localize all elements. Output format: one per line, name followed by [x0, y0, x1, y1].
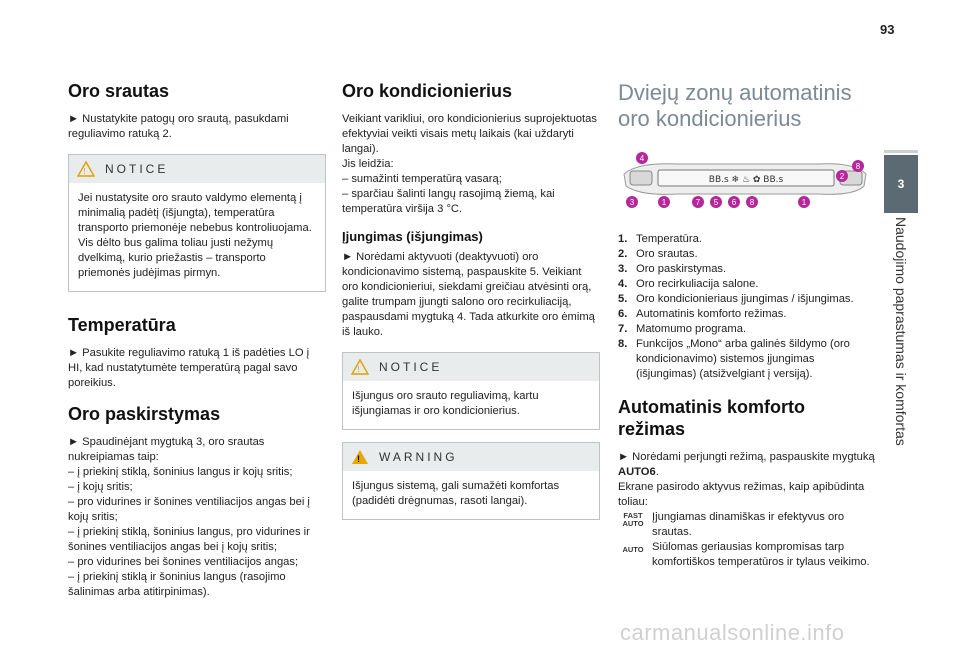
callout-1 — [658, 196, 670, 208]
list-item: 5. Oro kondicionieriaus įjungimas / išjungimas. — [618, 293, 854, 305]
warning-box — [342, 442, 600, 520]
dual-zone-title-line-1: Dviejų zonų automatinis — [618, 80, 852, 105]
svg-text:3: 3 — [629, 198, 635, 207]
warning-triangle-outline-icon — [77, 161, 95, 177]
auto-title-line-1: Automatinis komforto — [618, 397, 805, 417]
callout-3 — [626, 196, 638, 208]
list-item: 3. Oro paskirstymas. — [618, 263, 727, 275]
column-1 — [68, 80, 326, 600]
list-item: 8. Funkcijos „Mono“ arba galinės šildymo (oro kondicionavimo) sistemos įjungimas (išjungimas) (atsižvelgiant į versiją). — [618, 338, 850, 380]
list-item: 6. Automatinis komforto režimas. — [618, 308, 787, 320]
callout-8 — [852, 160, 864, 172]
callout-7 — [692, 196, 704, 208]
temperatura-text: ► Pasukite reguliavimo ratuką 1 iš padėties LO į HI, kad nustatytumėte temperatūrą pagal savo poreikius. — [68, 347, 310, 389]
list-item: 1. Temperatūra. — [618, 233, 702, 245]
svg-text:!: ! — [357, 365, 363, 374]
dual-zone-title-line-2: oro kondicionierius — [618, 106, 802, 131]
svg-text:8: 8 — [749, 198, 755, 207]
notice-header — [69, 155, 325, 183]
page-number: 93 — [880, 22, 895, 37]
chapter-tab[interactable]: 3 — [884, 155, 918, 213]
warning-triangle-outline-icon — [351, 359, 369, 375]
callout-2 — [836, 170, 848, 182]
notice-box — [68, 154, 326, 292]
list-item: 7. Matomumo programa. — [618, 323, 747, 335]
ac-allows: Jis leidžia: — [342, 158, 394, 170]
callout-5 — [710, 196, 722, 208]
auto-title-line-2: režimas — [618, 419, 686, 439]
chapter-title: Naudojimo paprastumas ir komfortas — [893, 217, 909, 446]
auto-icon: AUTO — [622, 545, 644, 554]
oro-paskirstymas-intro: ► Spaudinėjant mygtuką 3, oro srautas nukreipiamas taip: — [68, 436, 265, 463]
section-title-oro-kondicionierius: Oro kondicionierius — [342, 81, 513, 101]
svg-text:8: 8 — [855, 162, 861, 171]
section-title-oro-paskirstymas: Oro paskirstymas — [68, 404, 221, 424]
callout-1b — [798, 196, 810, 208]
control-list — [618, 232, 876, 382]
svg-text:1: 1 — [661, 198, 667, 207]
list-item: 2. Oro srautas. — [618, 248, 698, 260]
auto-row — [618, 540, 876, 570]
panel-display-text: BB.s ❄ ♨ ✿ BB.s — [708, 175, 784, 185]
notice-text: Jei nustatysite oro srauto valdymo elementą į minimalią padėtį (išjungta), temperatūra transporto priemonėje nebebus kontroliuojama. Vis dėlto bus galima toliau justi nežymų dvelkimą, kurio priežastis – transporto priemonės judėjimas pirmyn. — [78, 192, 312, 279]
svg-text:5: 5 — [713, 198, 719, 207]
warning-text: Išjungus sistemą, gali sumažėti komfortas (padidėti drėgnumas, rasoti langai). — [352, 480, 560, 507]
svg-text:7: 7 — [695, 198, 701, 207]
section-title-dual-zone — [618, 80, 876, 132]
warning-triangle-filled-icon — [351, 449, 369, 465]
list-item: – į kojų sritis; — [68, 481, 133, 493]
callout-4 — [636, 152, 648, 164]
oro-paskirstymas-list — [68, 465, 326, 600]
auto-text: Siūlomas geriausias kompromisas tarp komfortiškos temperatūros ir tylaus veikimo. — [652, 541, 870, 568]
column-2 — [342, 80, 600, 532]
column-3 — [618, 80, 876, 570]
svg-text:6: 6 — [731, 198, 737, 207]
footer-watermark: carmanualsonline.info — [620, 620, 845, 645]
svg-text:!: ! — [357, 454, 363, 464]
list-item: – sparčiau šalinti langų rasojimą žiemą, kai temperatūra viršija 3 °C. — [342, 188, 555, 215]
svg-text:2: 2 — [839, 172, 845, 181]
notice-label: NOTICE — [105, 161, 169, 176]
warning-label: WARNING — [379, 449, 458, 464]
list-item: – į priekinį stiklą ir šoninius langus (rasojimo šalinimas arba atitirpinimas). — [68, 571, 286, 598]
ijungimas-text: ► Norėdami aktyvuoti (deaktyvuoti) oro kondicionavimo sistemą, paspauskite 5. Veikiant oro kondicionieriui, siekdami greičiau atvėsinti orą, galite trumpam įjungti salono oro recirkuliaciją, paspausdami mygtuką 4. Tada atkurkite oro ėmimą iš lauko. — [342, 251, 595, 338]
list-item: – į priekinį stiklą, šoninius langus ir kojų sritis; — [68, 466, 293, 478]
climate-panel-illustration — [618, 152, 876, 212]
svg-text:1: 1 — [801, 198, 807, 207]
section-title-oro-srautas: Oro srautas — [68, 81, 170, 101]
svg-text:!: ! — [83, 167, 89, 176]
notice-text: Išjungus oro srauto reguliavimą, kartu išjungiamas ir oro kondicionierius. — [352, 390, 539, 417]
list-item: – į priekinį stiklą, šoninius langus, pro vidurines ir šonines ventiliacijos angas bei į kojų sritis; — [68, 526, 310, 553]
notice-box-2 — [342, 352, 600, 430]
section-title-temperatura: Temperatūra — [68, 315, 176, 335]
list-item: – pro vidurines ir šonines ventiliacijos angas bei į kojų sritis; — [68, 496, 310, 523]
subsection-title-ijungimas: Įjungimas (išjungimas) — [342, 229, 483, 244]
section-title-auto-comfort — [618, 396, 876, 440]
auto-intro: ► Norėdami perjungti režimą, paspauskite mygtuką AUTO6. — [618, 451, 875, 478]
fast-auto-row — [618, 510, 876, 540]
list-item: 4. Oro recirkuliacija salone. — [618, 278, 759, 290]
fast-auto-icon: FAST AUTO — [622, 511, 644, 528]
auto-desc: Ekrane pasirodo aktyvus režimas, kaip apibūdinta toliau: — [618, 481, 865, 508]
ac-intro: Veikiant varikliui, oro kondicionierius suprojektuotas efektyviai veikti visais metų laikais (kai uždaryti langai). — [342, 113, 597, 155]
svg-text:4: 4 — [639, 154, 645, 163]
notice-label: NOTICE — [379, 359, 443, 374]
callout-8b — [746, 196, 758, 208]
oro-srautas-text: ► Nustatykite patogų oro srautą, pasukdami reguliavimo ratuką 2. — [68, 113, 289, 140]
warning-header — [343, 443, 599, 471]
climate-control-panel-icon — [618, 152, 876, 212]
notice-header — [343, 353, 599, 381]
fast-auto-text: Įjungiamas dinamiškas ir efektyvus oro srautas. — [652, 511, 845, 538]
side-tab-stripe — [884, 150, 918, 153]
list-item: – pro vidurines bei šonines ventiliacijos angas; — [68, 556, 299, 568]
list-item: – sumažinti temperatūrą vasarą; — [342, 173, 502, 185]
callout-6 — [728, 196, 740, 208]
